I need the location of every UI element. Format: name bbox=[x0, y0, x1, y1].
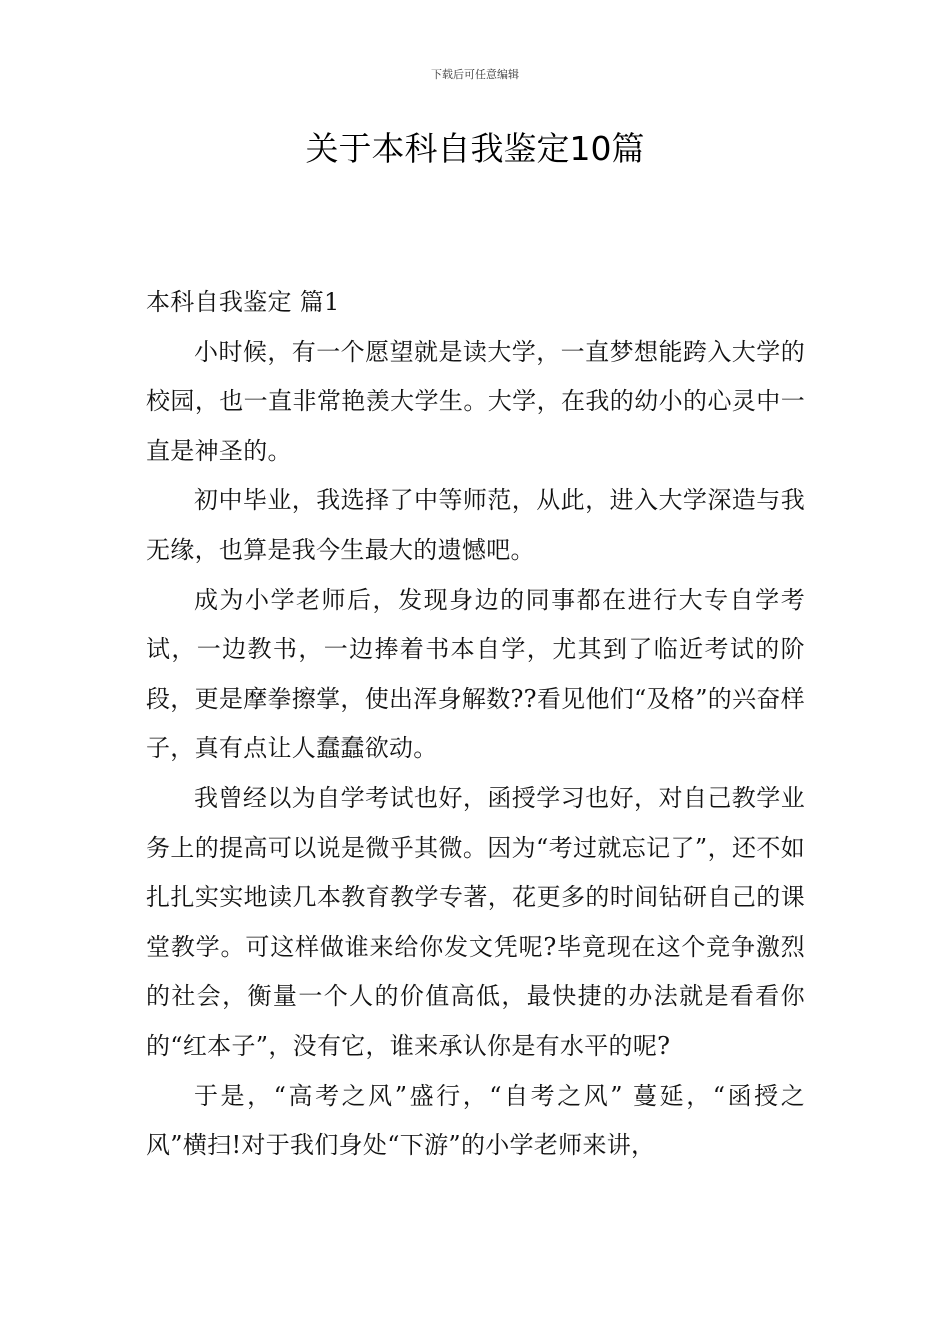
paragraph-1: 小时候，有一个愿望就是读大学，一直梦想能跨入大学的校园，也一直非常艳羡大学生。大学，在我的幼小的心灵中一直是神圣的。 bbox=[146, 337, 805, 465]
section-heading: 本科自我鉴定 篇1 bbox=[146, 288, 340, 316]
header-note: 下载后可任意编辑 bbox=[431, 68, 519, 81]
paragraph-5: 于是，“高考之风”盛行，“自考之风” 蔓延，“函授之风”横扫!对于我们身处“下游”的小学老师来讲， bbox=[146, 1081, 805, 1160]
document-title: 关于本科自我鉴定10篇 bbox=[305, 129, 645, 168]
paragraph-2: 初中毕业，我选择了中等师范，从此，进入大学深造与我无缘，也算是我今生最大的遗憾吧。 bbox=[146, 486, 805, 564]
paragraph-3: 成为小学老师后，发现身边的同事都在进行大专自学考试，一边教书，一边捧着书本自学，尤其到了临近考试的阶段，更是摩拳擦掌，使出浑身解数??看见他们“及格”的兴奋样子，真有点让人蠢蠢欲动。 bbox=[146, 585, 805, 763]
paragraph-4: 我曾经以为自学考试也好，函授学习也好，对自己教学业务上的提高可以说是微乎其微。因为“考过就忘记了”，还不如扎扎实实地读几本教育教学专著，花更多的时间钻研自己的课堂教学。可这样做谁来给你发文凭呢?毕竟现在这个竞争激烈的社会，衡量一个人的价值高低，最快捷的办法就是看看你的“红本子”，没有它，谁来承认你是有水平的呢? bbox=[146, 783, 805, 1060]
document-body bbox=[146, 278, 805, 1171]
